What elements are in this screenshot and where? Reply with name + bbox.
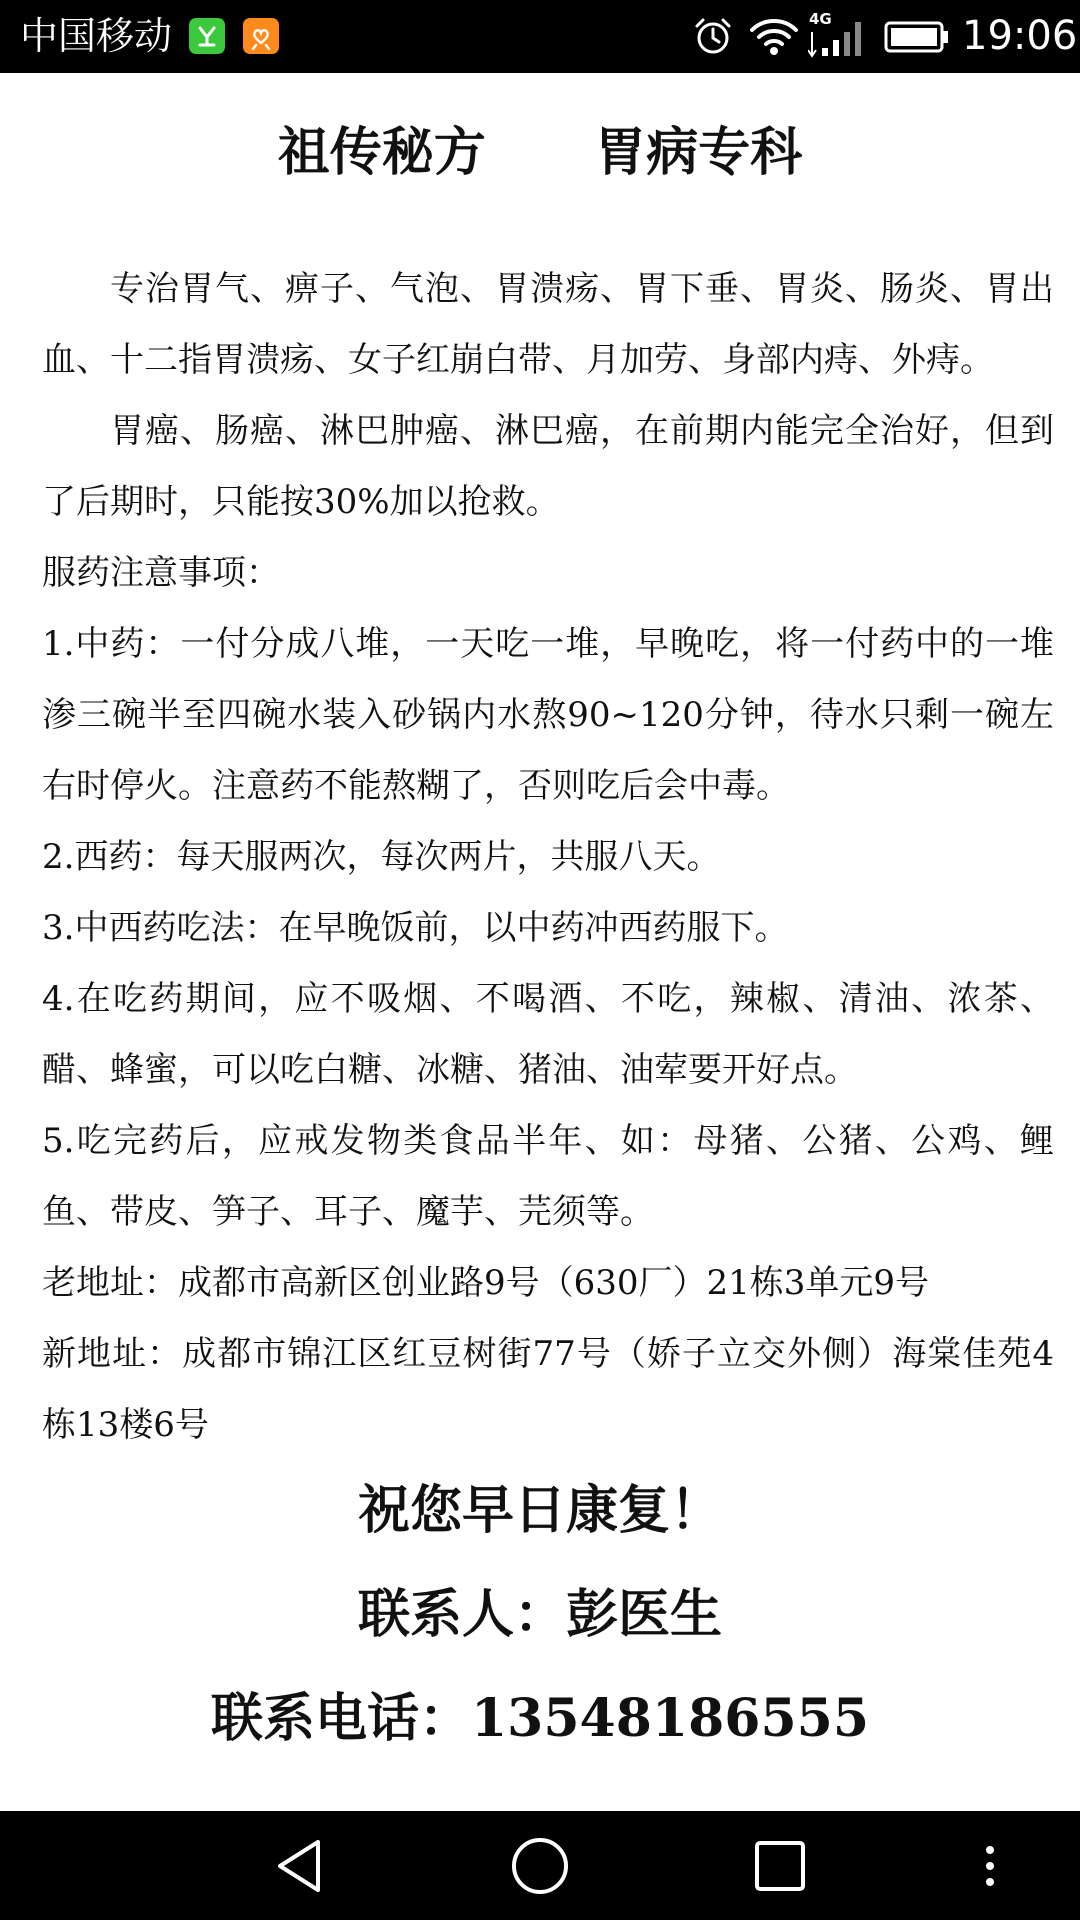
wish-text: 祝您早日康复！ (357, 1481, 722, 1541)
contact-phone-label: 联系电话： (210, 1689, 471, 1749)
paragraph-cancer: 胃癌、肠癌、淋巴肿癌、淋巴癌，在前期内能完全治好，但到了后期时，只能按30%加以抢救。 (42, 411, 1054, 522)
green-app-icon (189, 18, 225, 54)
contact-phone (0, 1687, 1080, 1751)
recent-apps-button[interactable] (720, 1811, 840, 1920)
paragraph-notice-heading: 服药注意事项： (42, 553, 280, 593)
signal-icon (808, 10, 870, 64)
orange-app-icon (243, 18, 279, 54)
paragraph-old-address: 老地址：成都市高新区创业路9号（630厂）21栋3单元9号 (42, 1263, 930, 1303)
document-body (42, 254, 1054, 1461)
recent-apps-icon (753, 1839, 807, 1893)
paragraph-new-address: 新地址：成都市锦江区红豆树街77号（娇子立交外侧）海棠佳苑4栋13楼6号 (42, 1334, 1054, 1445)
battery-icon (884, 20, 950, 58)
wifi-icon (748, 14, 800, 62)
paragraph-item-1: 1.中药：一付分成八堆，一天吃一堆，早晚吃，将一付药中的一堆渗三碗半至四碗水装入砂锅内水熬90~120分钟，待水只剩一碗左右时停火。注意药不能熬糊了，否则吃后会中毒。 (42, 624, 1054, 806)
status-bar (0, 0, 1080, 73)
back-icon (272, 1836, 328, 1896)
paragraph-item-4: 4.在吃药期间，应不吸烟、不喝酒、不吃，辣椒、清油、浓茶、醋、蜂蜜，可以吃白糖、冰糖、猪油、油荤要开好点。 (42, 979, 1054, 1090)
document-page (0, 73, 1080, 1811)
paragraph-treatments: 专治胃气、痹子、气泡、胃溃疡、胃下垂、胃炎、肠炎、胃出血、十二指胃溃疡、女子红崩白带、月加劳、身部内痔、外痔。 (42, 269, 1054, 380)
home-button[interactable] (480, 1811, 600, 1920)
status-clock: 19:06 (962, 13, 1078, 59)
carrier-name: 中国移动 (20, 14, 173, 58)
page-title: 祖传秘方 胃病专科 (277, 123, 803, 183)
paragraph-item-5: 5.吃完药后，应戒发物类食品半年、如：母猪、公猪、公鸡、鲤鱼、带皮、笋子、耳子、魔芋、芫须等。 (42, 1121, 1054, 1232)
back-button[interactable] (240, 1811, 360, 1920)
more-options-button[interactable] (960, 1811, 1020, 1920)
more-options-icon (982, 1842, 998, 1890)
contact-phone-number[interactable]: 13548186555 (471, 1688, 869, 1749)
paragraph-item-2: 2.西药：每天服两次，每次两片，共服八天。 (42, 837, 721, 877)
navigation-bar (0, 1811, 1080, 1920)
contact-person: 联系人：彭医生 (357, 1585, 722, 1645)
alarm-icon (691, 14, 735, 62)
paragraph-item-3: 3.中西药吃法：在早晚饭前，以中药冲西药服下。 (42, 908, 789, 948)
home-icon (509, 1835, 571, 1897)
network-type-label: 4G (809, 10, 832, 28)
